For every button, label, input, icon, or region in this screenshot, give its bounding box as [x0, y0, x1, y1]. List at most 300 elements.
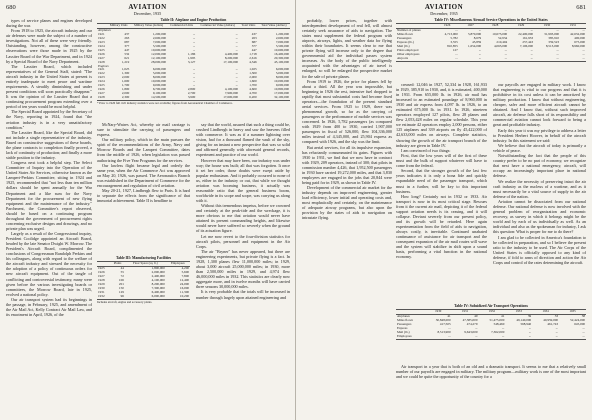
paragraph: How long? Certainly not in 1932 or 1933. Air transport is now in its most critical stage. Rescues from it the current air mail, depicting it of the federal support aviation needs is its ceasing, and it will collapse. Deviant severely from our present policy, and its growth will be retarded. Here again experimentation from the field of aids to navigation, always costly, is inevitable. Continued unabated continuance of assistance for air transport and the consequent expansion of the air mail routes will wave and the system will stabilize in shift upon a sound basis, performing a vital function in the national economy.	[396, 193, 487, 260]
table-cell: 6,200	[239, 96, 258, 100]
paragraph: Let me now revert to the four-division statistics for aircraft pilots, personnel and equipment in the Air Corps.	[196, 233, 290, 249]
table-cell: 675,000	[574, 40, 585, 45]
table-note: Includes aircraft, engine and accessory plants.	[97, 299, 153, 304]
section-label: Engines	[98, 63, 109, 68]
table-cell: 7,000,000	[275, 40, 289, 45]
row-label: Passengers	[397, 322, 412, 327]
table-cell: 447	[124, 47, 130, 52]
row-label: 1921	[98, 67, 105, 72]
row-label: Airplanes	[397, 314, 410, 319]
table-cell: 3,555	[450, 40, 458, 45]
table-cell: 437	[124, 32, 130, 37]
column-header: Commercial Value (dollars)	[196, 23, 239, 29]
table-cell: ...	[475, 326, 478, 331]
table-cell: 9,000,000	[275, 83, 289, 88]
table-cell: 1,700	[121, 83, 130, 88]
table-cell: 1,700	[249, 83, 257, 88]
row-label: Mail (lb.)	[397, 330, 410, 335]
row-label: Other employees	[397, 51, 420, 56]
issue-date: December, 1935	[133, 11, 162, 16]
table-cell: 44	[120, 266, 124, 271]
table-cell: 7,300,000	[151, 285, 165, 290]
table-cell: ...	[559, 335, 586, 339]
table-cell: 687	[124, 40, 130, 45]
table-cell: 2,300	[107, 96, 130, 100]
column-header: Total Units	[239, 23, 258, 29]
paragraph: Congress next took a helpful step. The Select Committee of Inquiry into the Operation of the United States Air Services, otherwise known as the Lampert-Perkins Committee, sitting in 1924 and 1925, recommended that "not less than ten million dollars should be spent annually for the War Department and a like sum for the Navy Department for the procurement of new flying equipment and the maintenance of the industry." Parchment, the Committee's report observed, should be based on a continuing program throughout the government of procurement rights concerning exclusive designs and drawings, and no private plan was urged.	[6, 160, 92, 231]
table-cell: 14,500,000	[130, 96, 167, 100]
table-cell: 210,404	[496, 40, 508, 45]
table-cell: ...	[504, 47, 508, 52]
paragraph: I am convinced of two things:	[401, 147, 451, 153]
table-cell: 7,000,000	[152, 40, 167, 45]
table-cell: 6,000,000	[152, 67, 167, 72]
table-cell: 1,300	[121, 71, 130, 76]
column-header: Total Value (dollars)	[258, 23, 290, 29]
table-cell: 8,000,000	[275, 75, 289, 80]
table-cell: ...	[192, 83, 196, 88]
table-cell: ...	[235, 44, 239, 49]
table-manufacturing-facilities	[97, 256, 190, 326]
page-number: 681	[576, 4, 586, 11]
table-cell: 7,800	[181, 274, 189, 279]
row-label: Miles flown	[397, 318, 414, 323]
table-cell: 2,616	[249, 55, 257, 60]
right-page	[296, 0, 592, 420]
table-cell: 447	[251, 47, 257, 52]
table-cell: ...	[534, 57, 560, 61]
table-cell: 10,600,000	[151, 47, 167, 52]
table-cell: 6,700,000	[152, 86, 167, 91]
table-cell: 6,400,000	[151, 289, 165, 294]
table-cell: 20,300,000	[274, 55, 289, 60]
table-cell: ...	[235, 40, 239, 45]
table-airplane-engine-production	[97, 18, 290, 118]
table-cell: 1,654,000	[468, 44, 482, 49]
table-subsidized-air-transport	[396, 304, 586, 360]
row-label: 1925	[98, 47, 105, 52]
table-cell: 161,933	[522, 36, 534, 41]
paragraph: Development of the commercial air market for the industry depends on improved engineering, greater load efficiency, lower initial and operating costs and, most emphatically and certainly, on the maintenance of adequate airway programs, but also upon the provision by the states of aids to navigation on intrastate flying.	[302, 185, 392, 221]
paragraph: The air "Bryner" has never appeared, but there are engineering experiments, but private flying is a fact. In 1928, 1,300 planes flew 11,000,000 miles; in 1929, about 3,000 aircraft 25,000,000 miles; in 1930, more than 2,500,000 miles in 1929, and 4,974 flew 46,000,000 miles in 1932. This statistics are clearly now aggregate more, and in twelve months will have carried three seasons 30,000,000 miles.	[196, 248, 290, 290]
row-label: Miles flown	[397, 32, 414, 37]
table-cell: 2,600,000	[152, 36, 167, 41]
paragraph: Our lawless flight became legal and orderly the same year, when the Air Commerce Act was approved on May 20, 1926, was passed. The Aeronautics Branch was established in the Department of Commerce for the encouragement and regulation of civil aviation.	[97, 162, 190, 188]
row-label: 1928	[97, 96, 107, 100]
table-cell: 12,100,000	[151, 55, 167, 60]
table-cell: 2,800	[187, 86, 196, 91]
table-cell: 359,523	[548, 40, 560, 45]
table-cell: 150	[118, 285, 124, 290]
table-cell: 2,700	[187, 90, 196, 95]
table-cell: 17,000,000	[274, 90, 289, 95]
table-cell: ...	[235, 75, 239, 80]
data-table	[97, 23, 290, 101]
paragraph: But aerial services, for all its impulsive expansion, has reluctantly consummated its gains. Figures with 1930 to 1931, we find that we now have in contract with 1929, 209 operators, instead of 300; that pilots in commission number 4,426, that 1,952,500 passengers in 1930 have carried 19,272,000 miles, and that 3,830 employees are engaged in the jobs that 20,844 were being paid for in 1929, as shown in Table IV.	[302, 144, 392, 185]
table-cell: 32,100,000	[258, 96, 290, 100]
table-cell: ...	[235, 83, 239, 88]
table-cell: 1,186	[187, 51, 196, 56]
table-cell: ...	[532, 335, 559, 339]
table-cell: 40,959,000	[543, 318, 559, 323]
row-label: Airports	[396, 57, 435, 61]
table-cell: 257,443	[522, 40, 534, 45]
table-cell: 4,600	[249, 86, 257, 91]
table-cell: 263	[251, 36, 257, 41]
table-cell: ...	[482, 57, 508, 61]
table-cell: 47,385,000	[462, 318, 478, 323]
table-cell: ...	[435, 57, 458, 61]
table-cell: 263	[124, 36, 130, 41]
table-cell: ...	[192, 32, 196, 37]
column-header: 1933	[505, 309, 532, 315]
paragraph: We believe that the aircraft of today is primarily a vehicle of peace.	[493, 142, 586, 153]
table-cell: 1,800	[121, 86, 130, 91]
table-row	[97, 96, 290, 100]
table-cell: 16,000	[179, 285, 189, 290]
table-cell: ...	[556, 51, 560, 56]
paragraph: We realize the necessity of preserving intact the air craft industry as the nucleus of a wartime, and as it must necessarily be a vital source of supply in the air defense of the nation.	[493, 178, 586, 199]
paragraph: Notwithstanding the fact that the people of this country prefer to be no part of economy, we recognize that next have a national emergency, aircraft, will occupy an increasingly important place in national defense.	[493, 153, 586, 179]
table-cell: 127	[452, 47, 458, 52]
row-label: 1923	[98, 40, 105, 45]
right-column-2	[396, 82, 487, 300]
table-cell: 4,346	[249, 59, 257, 64]
paragraph: Largely as a result of the Congressional inquiry, President Coolidge appointed an Aircraft Board, headed by the late Senator Dwight W. Morrow. The President's Aircraft Board, complimented the conclusions of Congressman Randolph Perkins and his colleagues, along with regard to the welfare of the aircraft industry and stressed the necessity for the adoption of a policy of continuous orders for new aircraft equipment. Out of the tangle of conflicting and controversial testimony, many were given before the various investigating boards or committees, the Morrow Board, late in 1925, evolved a national policy.	[6, 231, 92, 297]
row-label: 1929	[98, 282, 105, 287]
table-cell: 1,200,000	[152, 32, 167, 37]
column-header: Floor Space (sq. ft.)	[125, 261, 166, 267]
table-cell: 461,743	[547, 322, 559, 327]
table-cell: 9,100,000	[152, 90, 167, 95]
right-column-4	[396, 364, 586, 416]
table-cell: 45,859	[472, 40, 482, 45]
table-cell: 41	[447, 314, 451, 319]
page-number: 680	[6, 4, 16, 11]
issue-date: December, 1935	[430, 11, 458, 16]
column-header: 1927	[459, 23, 482, 29]
table-cell: 10,800,000	[274, 86, 289, 91]
table-cell: ...	[235, 32, 239, 37]
table-cell: 5,500,000	[152, 44, 167, 49]
column-header: Plants	[110, 261, 125, 267]
table-cell: ...	[192, 67, 196, 72]
table-caption: Table IV: Miscellaneous Airmail Service Operations in the United States	[434, 18, 548, 22]
table-cell: 42,632,000	[570, 32, 585, 37]
row-label: 1931	[98, 289, 105, 294]
paragraph: Our air transport system had its beginnings in the passage, in February, 1925, and amendment of the Air Mail Act, Kelly Contract Air Mail Law, and its enactment in April, 1926, of the	[6, 296, 92, 318]
table-cell: ...	[452, 335, 479, 339]
table-cell: ...	[235, 79, 239, 84]
column-header: Commercial Units	[167, 23, 196, 29]
table-cell: 17,600,000	[196, 96, 239, 100]
table-cell: 5,600	[181, 270, 189, 275]
table-cell: 3,127	[187, 59, 196, 64]
table-cell: 7,106,000	[519, 44, 534, 49]
table-cell: ...	[478, 47, 482, 52]
paragraph: However that may have been, our industry was under way; the house was built; all that was forgotten. It once it set her order, those doubts were swept aside by popular enthusiasm. And it probably occurred to none of us, either in the industry or out, that while we thought aviation was booming business, it actually was reasonable ratio that the general business boom, worldwide in its scope and scope, was carrying us along with it.	[196, 157, 290, 203]
table-cell: 8,200,000	[224, 55, 239, 60]
table-cell: ...	[192, 79, 196, 84]
data-table	[97, 261, 190, 300]
table-cell: ...	[192, 71, 196, 76]
table-cell: 1,219	[121, 59, 130, 64]
table-cell: 5,000,000	[275, 71, 289, 76]
row-label: 1928	[98, 278, 105, 283]
row-label: 1925	[98, 266, 105, 271]
row-label: 1926	[98, 270, 105, 275]
column-header: Military Units	[107, 23, 130, 29]
table-cell: 8,513,900	[437, 330, 451, 335]
table-cell: 4,063,000	[493, 44, 508, 49]
table-cell: ...	[582, 28, 585, 33]
column-header: 1932	[478, 309, 505, 315]
paragraph: Air transport in a year that is both of an old and a dramatic transport. It seems to me that a relatively small number of our payrolls are engaged in military. The military program—military work is one of the most important and we could be quite the opportunity of the country for a	[396, 364, 586, 380]
table-cell: ...	[192, 47, 196, 52]
table-cell: 377	[124, 44, 130, 49]
table-cell: ...	[425, 335, 452, 339]
table-cell: ...	[478, 28, 482, 33]
paragraph: Second, that the stronger growth of the last few years indicates it is only a bona fide and quickly expandable need of the passenger transport, which must in a further, will be key to this important business.	[396, 168, 487, 194]
table-cell: ...	[556, 28, 560, 33]
table-cell: 4,100,000	[224, 86, 239, 91]
table-cell: 437	[251, 32, 257, 37]
table-caption: Table III: Manufacturing Facilities	[115, 256, 172, 260]
row-label: 1928	[98, 59, 105, 64]
table-cell: ...	[560, 57, 586, 61]
table-cell: ...	[455, 51, 458, 56]
table-cell: 10,600,000	[274, 47, 289, 52]
table-cell: ...	[528, 330, 532, 335]
table-cell: 474,279	[466, 322, 478, 327]
table-cell: 385,910	[548, 36, 560, 41]
table-cell: 2,400,000	[151, 274, 165, 279]
table-cell: ...	[235, 36, 239, 41]
table-cell: 12,400	[179, 278, 189, 283]
table-cell: 10,000,000	[274, 79, 289, 84]
table-cell: 11,300	[180, 289, 189, 294]
column-header: 1930	[425, 309, 452, 315]
magazine-title: AVIATION	[424, 3, 464, 11]
magazine-title: AVIATION	[128, 3, 167, 11]
table-cell: 49,140,000	[516, 318, 532, 323]
row-label: 1927	[98, 274, 105, 279]
row-label: 1923	[98, 75, 105, 80]
right-running-head	[302, 4, 586, 16]
table-cell: ...	[582, 47, 585, 52]
table-cell: 621	[124, 55, 130, 60]
table-cell: 17,100,000	[223, 59, 239, 64]
table-cell: ...	[504, 51, 508, 56]
table-cell: ...	[455, 28, 458, 33]
table-cell: 7,362,000	[491, 330, 505, 335]
table-cell: 40	[474, 314, 478, 319]
right-column-3	[493, 82, 586, 300]
table-cell: 45,100,000	[274, 59, 289, 64]
table-cell: ...	[235, 47, 239, 52]
row-label: 1927	[98, 55, 105, 60]
paragraph: probably, lower prices, together with interdependent development of real fell, will almost certainly seek assurance of aids to navigation. The states must supplement the federal program with airports, airways, lights, and weather data for flying within their boundaries. It seems clear to me that private flying will increase only to the degree that governmental aid the individual passes system increases. As the body of the public intelligently acquainted with the advantages of air travel is enlarged, so will be enlarged the prospective market for the sale of private planes.	[302, 18, 392, 79]
table-cell: 1,300	[249, 71, 257, 76]
table-cell: 1,600	[249, 79, 257, 84]
table-row	[97, 295, 190, 299]
table-cell: 532	[124, 51, 130, 56]
table-caption: Table IV: Subsidized Air Transport Operations	[454, 304, 528, 308]
table-cell: ...	[235, 71, 239, 76]
table-cell: 96	[110, 295, 125, 299]
row-label: Employees	[396, 335, 425, 339]
table-cell: 1,200,000	[275, 32, 289, 37]
table-cell: 30,848,000	[435, 318, 451, 323]
table-cell: 1,800,000	[151, 266, 165, 271]
table-cell: ...	[192, 36, 196, 41]
table-cell: 1,718	[249, 51, 257, 56]
row-label: Mail (lb.)	[397, 44, 410, 49]
table-cell: 129	[118, 289, 124, 294]
paragraph: say that the world, assured that such a thing could be, crushed Lindbergh in heavy and saw the heavens filled with commerce. It was as if a summer lightning over vision, had for a thousand flamed the vault of the sky, giving for an instant a new perspective that was so solid and affirmed generally with aforesaid general records, experiment and practice of our world.	[196, 122, 290, 158]
paragraph: It is very probable that the totals will be increased in number through largely upon attained engineering and	[196, 289, 290, 300]
table-cell: 2,000	[121, 75, 130, 80]
table-cell: 5,000,000	[152, 71, 167, 76]
row-label: Pilots employed	[397, 47, 419, 52]
table-cell: 10,000,000	[151, 79, 167, 84]
table-cell: 8,513,000	[545, 44, 560, 49]
section-label: Airplanes	[98, 28, 111, 33]
table-cell: 417,505	[439, 322, 451, 327]
table-cell: 1,025	[121, 67, 130, 72]
table-cell: 5,782	[450, 36, 458, 41]
table-cell: 12,000,000	[151, 51, 167, 56]
table-cell: 8,960,000	[571, 44, 585, 49]
paragraph: The Lassiter Board, which included representatives of the General Staff, stated: "The aircraft industry in the United States at present is entirely inadequate to meet peace and wartime requirements. A steadily diminishing and under present conditions will soon practically disappear." It was the opinion of the Lassiter Board that a continuing procurement program extending over a period of ten years would be most helpful.	[6, 63, 92, 110]
table-cell: 2,000	[121, 90, 130, 95]
table-cell: 10,673,000	[492, 32, 508, 37]
column-header: 1931	[560, 23, 586, 29]
row-label: 1922	[98, 71, 105, 76]
table-cell: 6,000,000	[275, 67, 289, 72]
row-label: 1926	[98, 51, 105, 56]
table-cell: 201	[118, 282, 124, 287]
table-cell: 548,460	[493, 322, 505, 327]
paragraph: May 20-21, 1927, Lindbergh flew to Paris. It is hard to separate the effects from the significance of that immortal achievement. Table II is headline to	[97, 188, 190, 204]
table-caption: Table II: Airplane and Engine Production	[160, 18, 227, 22]
table-cell: 72	[120, 274, 124, 279]
row-label: 1926	[98, 86, 105, 91]
table-cell: 8,000,000	[152, 75, 167, 80]
paragraph: Aviation cannot be dissociated from our national defense. Our national defense is now involved with the general problem of reorganization and economic recovery, as survey in which it belongs might be the world and by each of us individually as well. As an individual and also as the spokesman for industry, I ask this question: What is proper for me to do there?	[493, 199, 586, 235]
row-label: Express	[397, 326, 408, 331]
column-header: 1926	[435, 23, 458, 29]
table-cell: 24,000	[179, 282, 189, 287]
table-cell: 38	[581, 314, 585, 319]
table-cell: 5,870,000	[468, 32, 482, 37]
column-header: 1930	[534, 23, 560, 29]
table-cell: ...	[555, 326, 559, 331]
table-cell: ...	[192, 44, 196, 49]
table-cell: ...	[582, 326, 585, 331]
left-column-2-continued	[97, 330, 190, 416]
right-column-1	[302, 18, 392, 416]
table-cell: ...	[582, 51, 585, 56]
table-cell: 2,600,000	[275, 36, 289, 41]
column-header: 1931	[452, 309, 479, 315]
table-cell: 8,679	[473, 36, 482, 41]
column-header: Employees	[166, 261, 190, 267]
table-cell: 2,000,000	[151, 270, 165, 275]
table-cell: 33	[554, 314, 559, 319]
table-row	[396, 335, 586, 339]
column-header: 1929	[508, 23, 534, 29]
table-cell: 9,643,000	[464, 330, 478, 335]
paragraph: The Special Board appointed by the Secretary of the Navy, reporting in 1924, found that "the aviation industry is in a very unsatisfactory condition."	[6, 109, 92, 130]
table-cell: 31,993,000	[544, 32, 560, 37]
table-cell: ...	[582, 330, 585, 335]
table-cell: 4,100,000	[151, 278, 165, 283]
table-cell: ...	[192, 75, 196, 80]
table-cell: 106	[118, 278, 124, 283]
table-cell: 687	[251, 40, 257, 45]
row-label: Number of planes	[397, 28, 421, 33]
column-header: 1928	[482, 23, 508, 29]
paragraph: creased: 12,046 in 1927, 52,334 in 1928, 161,933 in 1929, 385,910 in 1930, and, it is estimated, 400,000 in 1931. From 655,000 lb. in 1926, air mail has increased to an estimated poundage of 8,960,000 in 1930 and air express from 4,097 lb. in 1926, to an estimated 675,000 lb. in 1931. In 1926, nineteen operators employed 127 pilots, flew 28 planes and flew 2,053,428 miles on regular schedule. This year we estimate 42 operators employ 2,000 persons, either 125 airplanes and 339 airports on fly 45,422,000 of 42,633,000 miles on airways. Complete statistics, showing the growth of the air transport branch of the industry are given in Table IV.	[396, 82, 487, 148]
table-cell: 10,200	[166, 295, 190, 299]
column-header: 1935	[559, 309, 586, 315]
row-label: 1922	[98, 36, 105, 41]
table-cell: 22,400,000	[518, 32, 534, 37]
table-cell: 8,200,000	[151, 282, 165, 287]
table-cell: 810,855	[447, 44, 458, 49]
table-cell: ...	[504, 28, 508, 33]
left-running-head	[6, 4, 289, 16]
left-column-1	[6, 18, 92, 416]
left-column-3	[196, 122, 290, 416]
paragraph: types of service planes and engines developed during the war.	[6, 18, 92, 29]
table-cell: 28,000,000	[151, 59, 167, 64]
row-label: 1924	[98, 79, 105, 84]
paragraph: First, that the low years will of the first of these must and the bulk of support whatever will have to come from the federal.	[396, 153, 487, 169]
paragraph: Our military policy, which in the main pursues the spirit of the recommendations of the Army, Navy and Morrow Boards and the Lampert Committee, dates from the middle of 1926, when legislation was passed authorizing the Five Year Programs for the services.	[97, 137, 190, 163]
table-cell: 7,900,000	[224, 90, 239, 95]
paragraph: I am glad to be collected in America's foundation to be collected in preparation, and so I believe the present ratio to the industry to be used. The Air Corps of the United States is officially opposed to any kind of defense, if fold to arms of direction and action the Air Corps and control of the rates determining the aircraft.	[493, 234, 586, 265]
table-cell: 16,400,000	[274, 51, 289, 56]
row-label: 1921	[98, 32, 105, 37]
paragraph: The Lassiter Board, like the Special Board, did not include a single representative of the industry. Based on constructive suggestions of these boards, the plane contracts to completion finally proved, a lack of continuity of production; and finally a more stable position to the industry.	[6, 129, 92, 161]
table-cell: 400,000	[574, 36, 585, 41]
table-cell: ...	[448, 326, 451, 331]
table-cell: 9,000,000	[152, 83, 167, 88]
table-cell: ...	[530, 51, 534, 56]
row-label: 1930	[98, 285, 105, 290]
table-cell: 4,713,000	[444, 32, 458, 37]
paragraph: McNary-Watres Act, whereby air mail carriage is sure to stimulate the carrying of passengers and express.	[97, 122, 190, 138]
table-row	[396, 57, 586, 61]
table-cell: 2,000	[249, 75, 257, 80]
table-cell: ...	[478, 51, 482, 56]
column-header: Military Value (dollars)	[130, 23, 167, 29]
table-cell: ...	[235, 67, 239, 72]
table-cell: ...	[530, 47, 534, 52]
paragraph: From 1918 to 1925, the aircraft industry and our air defenses were made the subject of a number of investigations. Not all of these were very friendly. Outstanding, however, among the constructive observations were those made in 1925 by the Lassiter Board of the War Department, and in 1924 by a Special Board of the Navy Department.	[6, 28, 92, 64]
table-cell: 6,000,000	[125, 295, 166, 299]
table-cell: 1,600	[121, 79, 130, 84]
table-airmail-operations	[396, 18, 586, 78]
paragraph: our payrolls are engaged in military work. I know that engineering is vital to our progress and that it is prohibitive in its cost unless it can be amortized by military production. I know that without engineering, cheaper, safer and more efficient aircraft cannot be obtained. And I know that, without such improved aircraft, air defense falls short of its responsibility and commercial aviation cannot look forward to being a great and profitable industry.	[493, 82, 586, 128]
table-cell: 52,424,000	[570, 318, 585, 323]
table-cell: 645,000	[574, 322, 585, 327]
table-cell: ...	[501, 326, 505, 331]
table-cell: 4,700	[249, 90, 257, 95]
table-cell: 4,200	[181, 266, 189, 271]
